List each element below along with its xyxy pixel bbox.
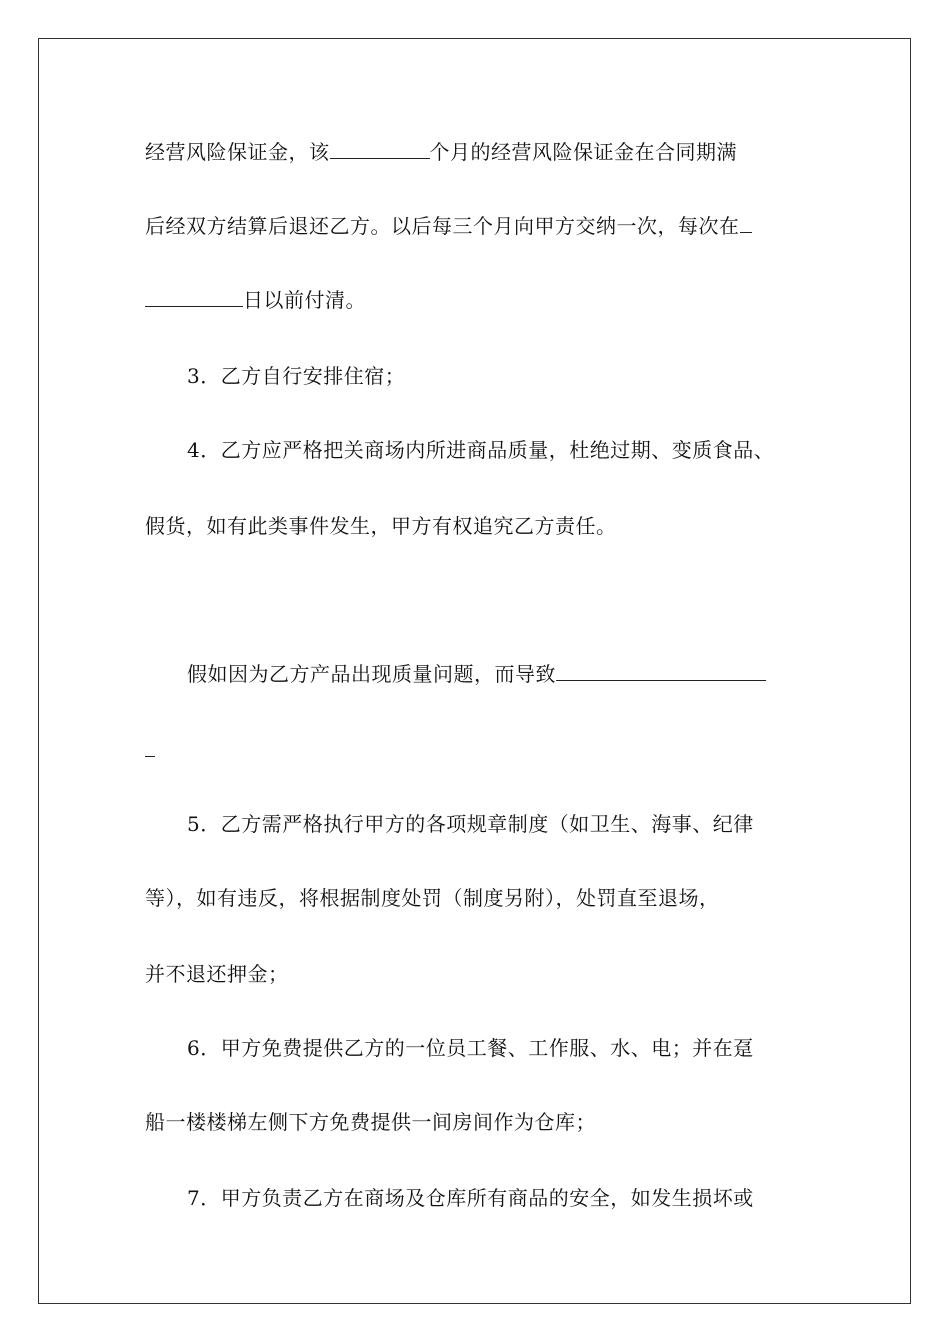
text-line-11: 并不退还押金； [145,962,289,986]
fill-in-blank [145,738,155,757]
text-line-7 [187,662,766,686]
clause-5: 5．乙方需严格执行甲方的各项规章制度（如卫生、海事、纪律 [187,812,754,836]
text-segment: 个月的经营风险保证金在合同期满 [429,140,737,164]
text-segment: 假如因为乙方产品出现质量问题，而导致 [187,662,556,686]
fill-in-blank [330,140,430,159]
clause-3: 3．乙方自行安排住宿； [187,364,406,388]
clause-7: 7．甲方负责乙方在商场及仓库所有商品的安全，如发生损坏或 [187,1186,754,1210]
fill-in-blank [145,288,243,307]
text-segment: 经营风险保证金，该 [145,140,330,164]
clause-6: 6．甲方免费提供乙方的一位员工餐、工作服、水、电；并在趸 [187,1036,754,1060]
text-line-6: 假货，如有此类事件发生，甲方有权追究乙方责任。 [145,514,617,538]
text-line-10: 等），如有违反，将根据制度处罚（制度另附），处罚直至退场， [145,886,720,910]
text-line-13: 船一楼楼梯左侧下方免费提供一间房间作为仓库； [145,1110,596,1134]
fill-in-blank [556,662,766,681]
text-line-1 [145,140,737,164]
text-line-2 [145,214,752,238]
text-line-3 [145,288,366,312]
fill-in-blank [740,214,752,233]
text-line-8 [145,738,155,762]
clause-4: 4．乙方应严格把关商场内所进商品质量，杜绝过期、变质食品、 [187,438,775,462]
text-segment: 后经双方结算后退还乙方。以后每三个月向甲方交纳一次，每次在 [145,214,740,238]
text-segment: 日以前付清。 [243,288,366,312]
